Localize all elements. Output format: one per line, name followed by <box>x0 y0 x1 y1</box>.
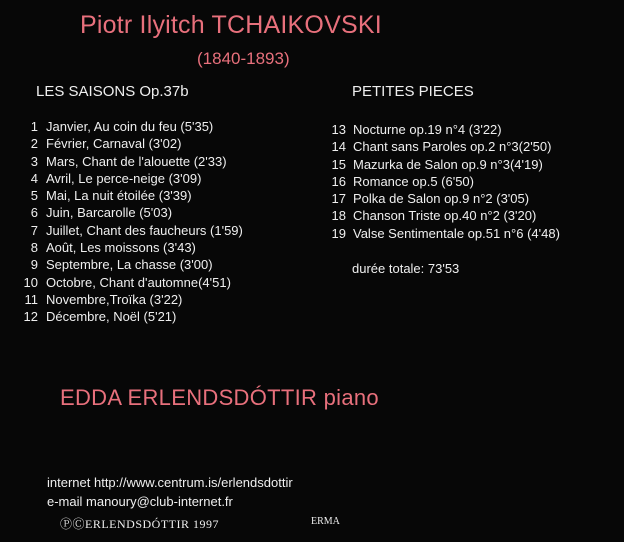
track-item <box>18 291 243 308</box>
track-item <box>318 121 560 138</box>
track-item <box>18 222 243 239</box>
track-number: 9 <box>30 257 38 273</box>
track-item <box>18 153 243 170</box>
track-title: Nocturne op.19 n°4 (3'22) <box>353 122 502 137</box>
track-number: 5 <box>30 188 38 204</box>
track-item <box>318 156 560 173</box>
track-item <box>18 274 243 291</box>
track-number: 6 <box>30 205 38 221</box>
track-item <box>18 204 243 221</box>
track-title: Polka de Salon op.9 n°2 (3'05) <box>353 191 530 207</box>
track-title: Chanson Triste op.40 n°2 (3'20) <box>353 208 537 224</box>
track-item <box>18 239 243 256</box>
track-item <box>18 256 243 273</box>
total-duration: durée totale: 73'53 <box>352 261 460 276</box>
track-item <box>318 173 560 190</box>
track-title: Janvier, Au coin du feu (5'35) <box>46 119 214 134</box>
record-label: ERMA <box>311 516 340 527</box>
track-item <box>18 118 243 135</box>
petites-pieces-track-list <box>318 121 560 242</box>
track-item <box>318 190 560 207</box>
track-number: 3 <box>30 153 38 169</box>
track-number: 11 <box>24 291 38 307</box>
track-title: Août, Les moissons (3'43) <box>46 240 196 256</box>
les-saisons-heading: LES SAISONS Op.37b <box>36 83 189 100</box>
track-number: 4 <box>30 170 38 186</box>
track-title: Mazurka de Salon op.9 n°3(4'19) <box>353 156 543 172</box>
track-title: Octobre, Chant d'automne(4'51) <box>46 274 231 290</box>
track-number: 10 <box>23 274 38 290</box>
track-title: Février, Carnaval (3'02) <box>46 136 182 152</box>
track-title: Mai, La nuit étoilée (3'39) <box>46 188 192 204</box>
email-line: e-mail manoury@club-internet.fr <box>47 494 233 509</box>
track-number: 19 <box>331 225 346 241</box>
track-item <box>318 138 560 155</box>
track-number: 16 <box>331 173 346 189</box>
track-number: 13 <box>331 122 346 137</box>
track-title: Juillet, Chant des faucheurs (1'59) <box>46 222 243 238</box>
track-title: Novembre,Troïka (3'22) <box>46 291 183 307</box>
track-number: 1 <box>30 119 38 134</box>
track-title: Décembre, Noël (5'21) <box>46 309 177 325</box>
track-number: 2 <box>30 136 38 152</box>
track-item <box>18 170 243 187</box>
track-title: Septembre, La chasse (3'00) <box>46 257 213 273</box>
composer-dates: (1840-1893) <box>197 49 290 68</box>
track-number: 8 <box>30 240 38 256</box>
track-item <box>18 135 243 152</box>
track-title: Mars, Chant de l'alouette (2'33) <box>46 153 227 169</box>
track-title: Avril, Le perce-neige (3'09) <box>46 170 202 186</box>
track-number: 17 <box>331 191 346 207</box>
track-number: 7 <box>30 222 38 238</box>
track-title: Juin, Barcarolle (5'03) <box>46 205 173 221</box>
composer-name: Piotr Ilyitch TCHAIKOVSKI <box>80 11 382 39</box>
track-number: 18 <box>331 208 346 224</box>
track-number: 15 <box>331 156 346 172</box>
track-item <box>318 225 560 242</box>
track-title: Chant sans Paroles op.2 n°3(2'50) <box>353 139 552 155</box>
track-item <box>318 207 560 224</box>
track-item <box>18 308 243 325</box>
petites-pieces-heading: PETITES PIECES <box>352 83 474 100</box>
track-title: Valse Sentimentale op.51 n°6 (4'48) <box>353 225 560 241</box>
performer-name: EDDA ERLENDSDÓTTIR piano <box>60 385 379 410</box>
track-item <box>18 187 243 204</box>
les-saisons-track-list <box>18 118 243 326</box>
track-number: 12 <box>23 309 38 325</box>
track-title: Romance op.5 (6'50) <box>353 173 474 189</box>
website-line: internet http://www.centrum.is/erlendsdottir <box>47 475 293 490</box>
track-number: 14 <box>331 139 346 155</box>
copyright-notice: ⓅⒸERLENDSDÓTTIR 1997 <box>60 517 219 531</box>
